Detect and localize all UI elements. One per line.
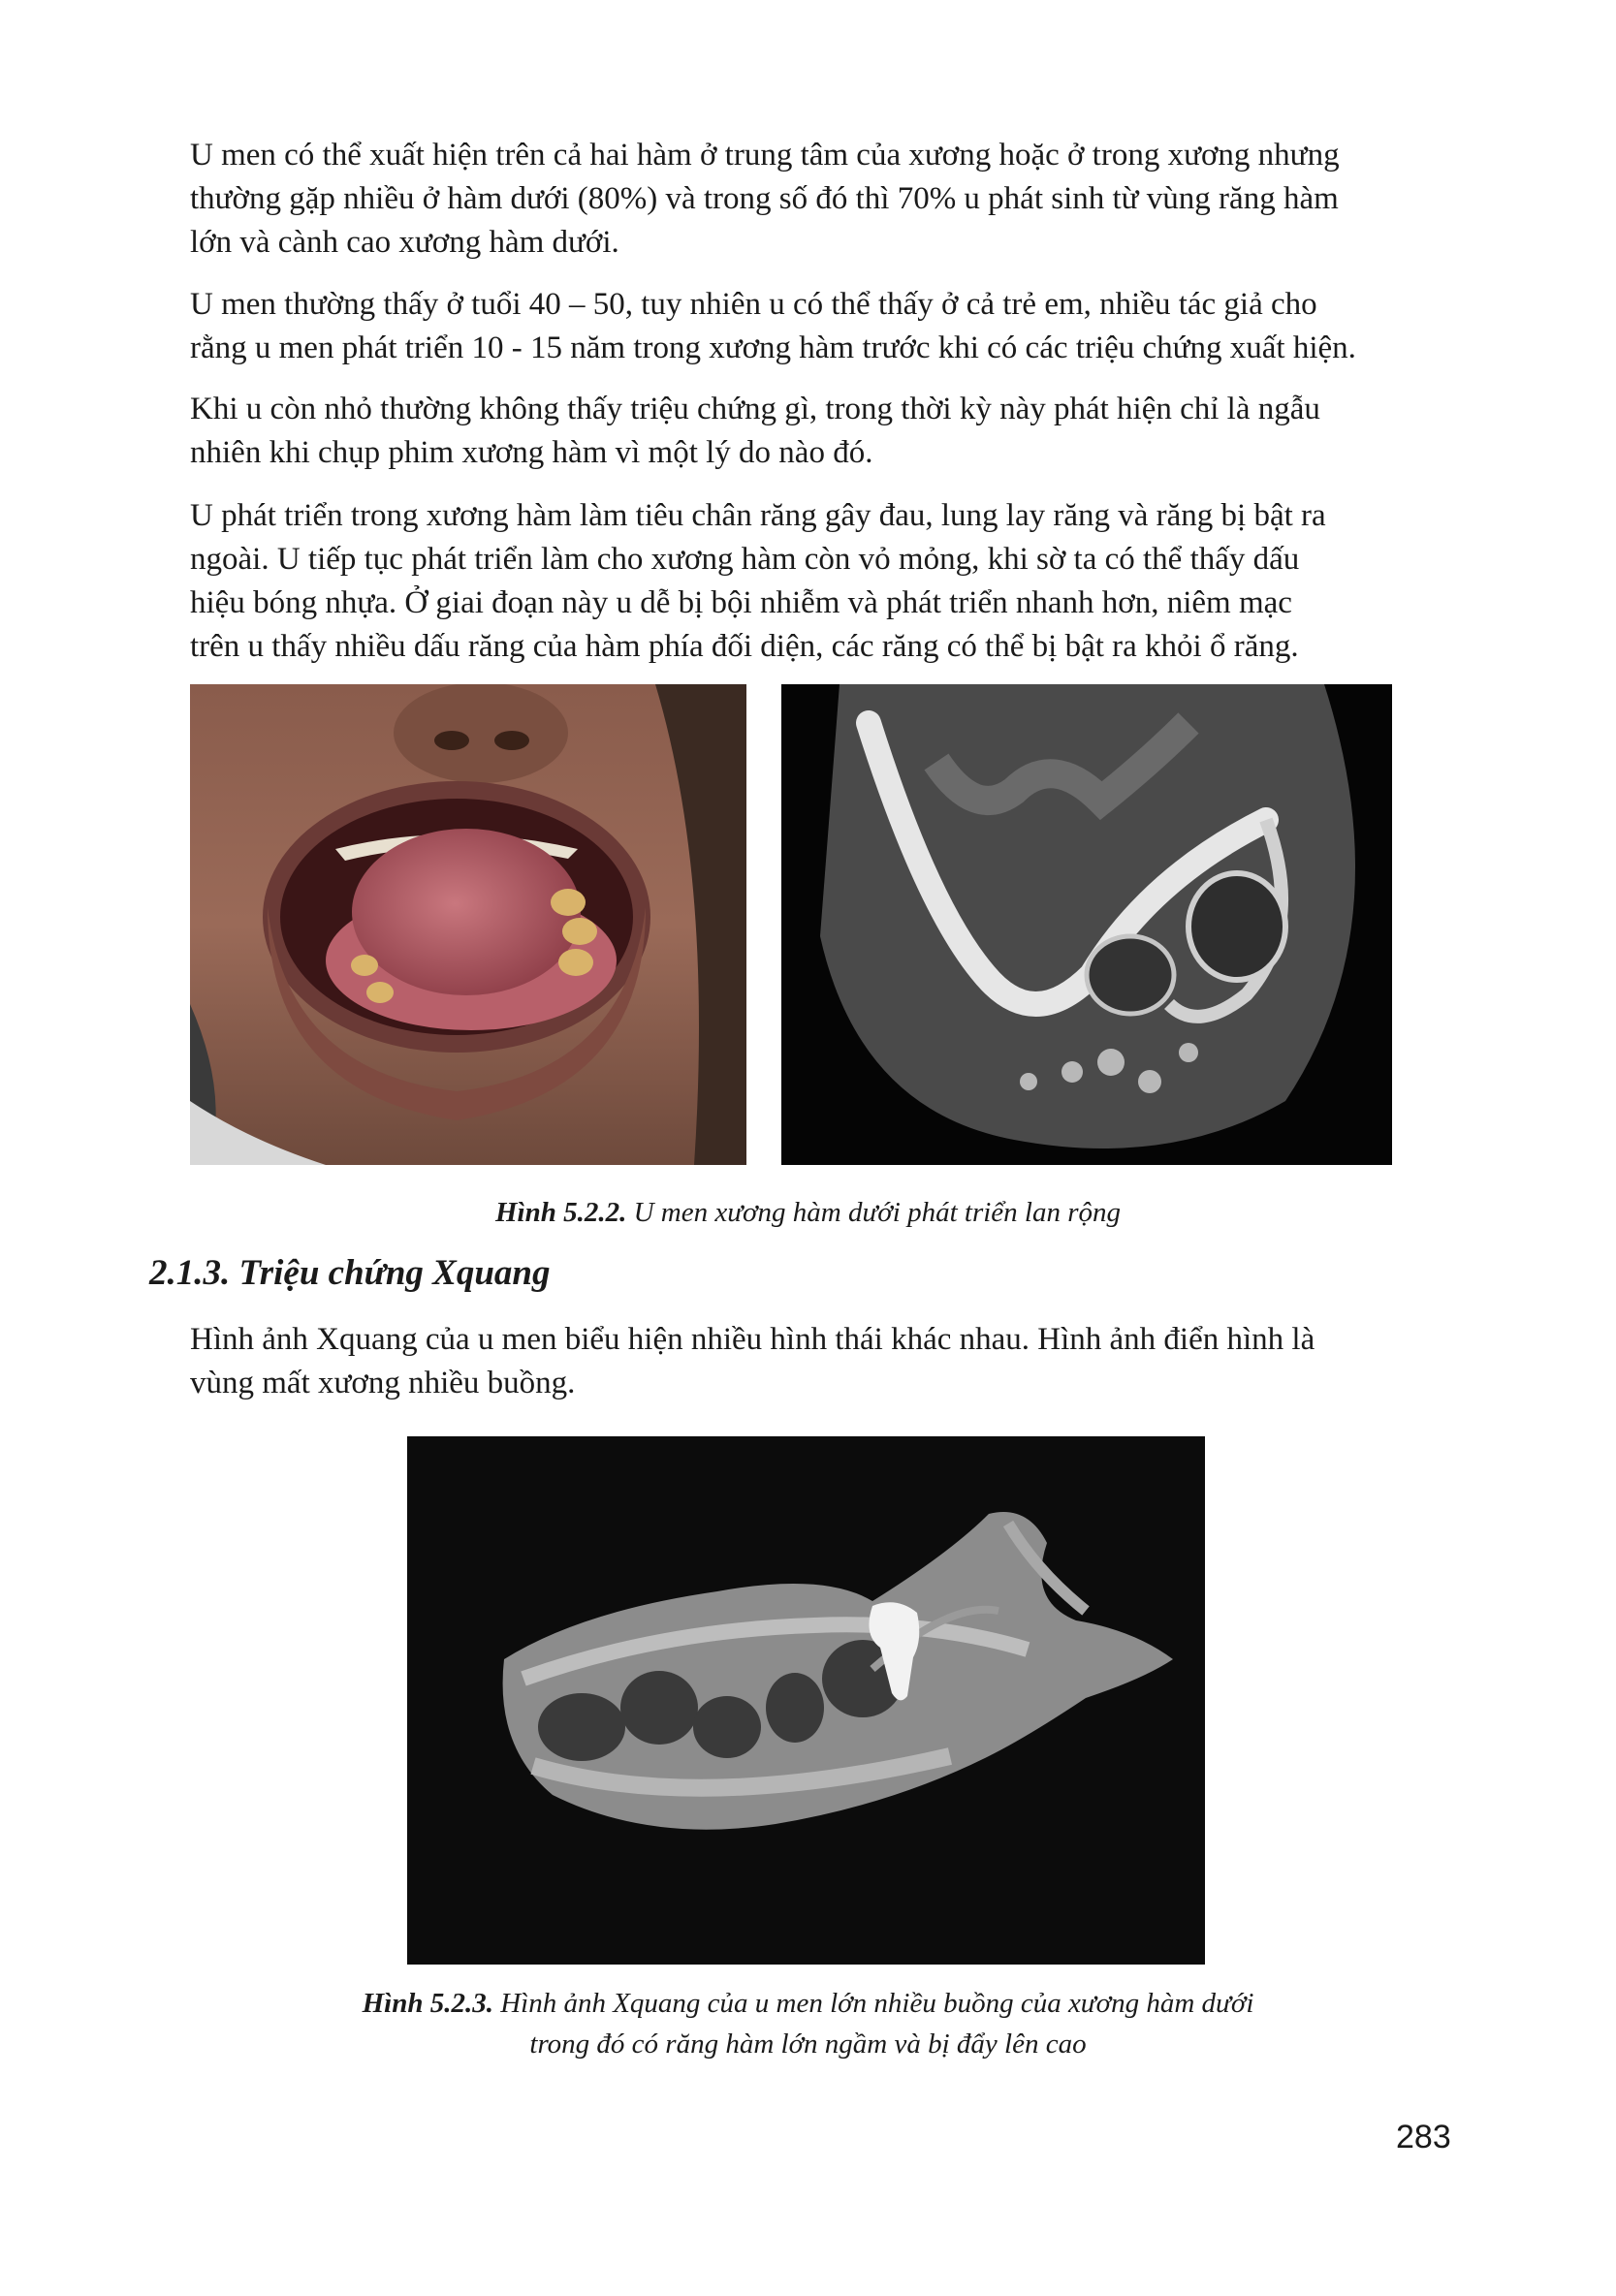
figure-caption-line: trong đó có răng hàm lớn ngầm và bị đẩy lên cao	[529, 2029, 1087, 2060]
paragraph-2	[190, 283, 1470, 370]
paragraph-line: U phát triển trong xương hàm làm tiêu chân răng gây đau, lung lay răng và răng bị bật ra	[190, 498, 1326, 533]
paragraph-line: hiệu bóng nhựa. Ở giai đoạn này u dễ bị bội nhiễm và phát triển nhanh hơn, niêm mạc	[190, 585, 1292, 620]
paragraph-4	[190, 494, 1470, 669]
paragraph-line: thường gặp nhiều ở hàm dưới (80%) và trong số đó thì 70% u phát sinh từ vùng răng hàm	[190, 181, 1339, 216]
figure-label: Hình 5.2.2.	[494, 1197, 627, 1228]
paragraph-1	[190, 134, 1470, 265]
clinical-photo-open-mouth	[190, 684, 746, 1165]
paragraph-line: lớn và cành cao xương hàm dưới.	[190, 225, 619, 260]
ct-scan-image	[781, 684, 1392, 1165]
figure-caption-text: U men xương hàm dưới phát triển lan rộng	[626, 1197, 1121, 1228]
figure-caption	[0, 1983, 1616, 2064]
xray-image	[407, 1436, 1205, 1965]
section-paragraph	[190, 1318, 1470, 1405]
paragraph-line: rằng u men phát triển 10 - 15 năm trong xương hàm trước khi có các triệu chứng xuất hiện.	[190, 330, 1356, 365]
page-number: 283	[1396, 2119, 1451, 2155]
figure-caption-text: Hình ảnh Xquang của u men lớn nhiều buồng của xương hàm dưới	[492, 1988, 1254, 2019]
paragraph-line: trên u thấy nhiều dấu răng của hàm phía đối diện, các răng có thể bị bật ra khỏi ổ răng.	[190, 629, 1299, 664]
section-heading: 2.1.3. Triệu chứng Xquang	[149, 1253, 551, 1293]
paragraph-line: U men có thể xuất hiện trên cả hai hàm ở trung tâm của xương hoặc ở trong xương nhưng	[190, 138, 1340, 173]
paragraph-line: vùng mất xương nhiều buồng.	[190, 1366, 576, 1400]
paragraph-line: nhiên khi chụp phim xương hàm vì một lý do nào đó.	[190, 435, 873, 470]
paragraph-line: Khi u còn nhỏ thường không thấy triệu chứng gì, trong thời kỳ này phát hiện chỉ là ngẫu	[190, 392, 1320, 426]
figure-caption	[0, 1192, 1616, 1233]
figure-label: Hình 5.2.3.	[362, 1988, 493, 2019]
paragraph-3	[190, 388, 1470, 475]
paragraph-line: U men thường thấy ở tuổi 40 – 50, tuy nhiên u có thể thấy ở cả trẻ em, nhiều tác giả cho	[190, 287, 1317, 322]
paragraph-line: Hình ảnh Xquang của u men biểu hiện nhiều hình thái khác nhau. Hình ảnh điển hình là	[190, 1322, 1315, 1357]
paragraph-line: ngoài. U tiếp tục phát triển làm cho xương hàm còn vỏ mỏng, khi sờ ta có thể thấy dấu	[190, 542, 1300, 577]
figure-caption-line	[363, 1988, 1254, 2019]
